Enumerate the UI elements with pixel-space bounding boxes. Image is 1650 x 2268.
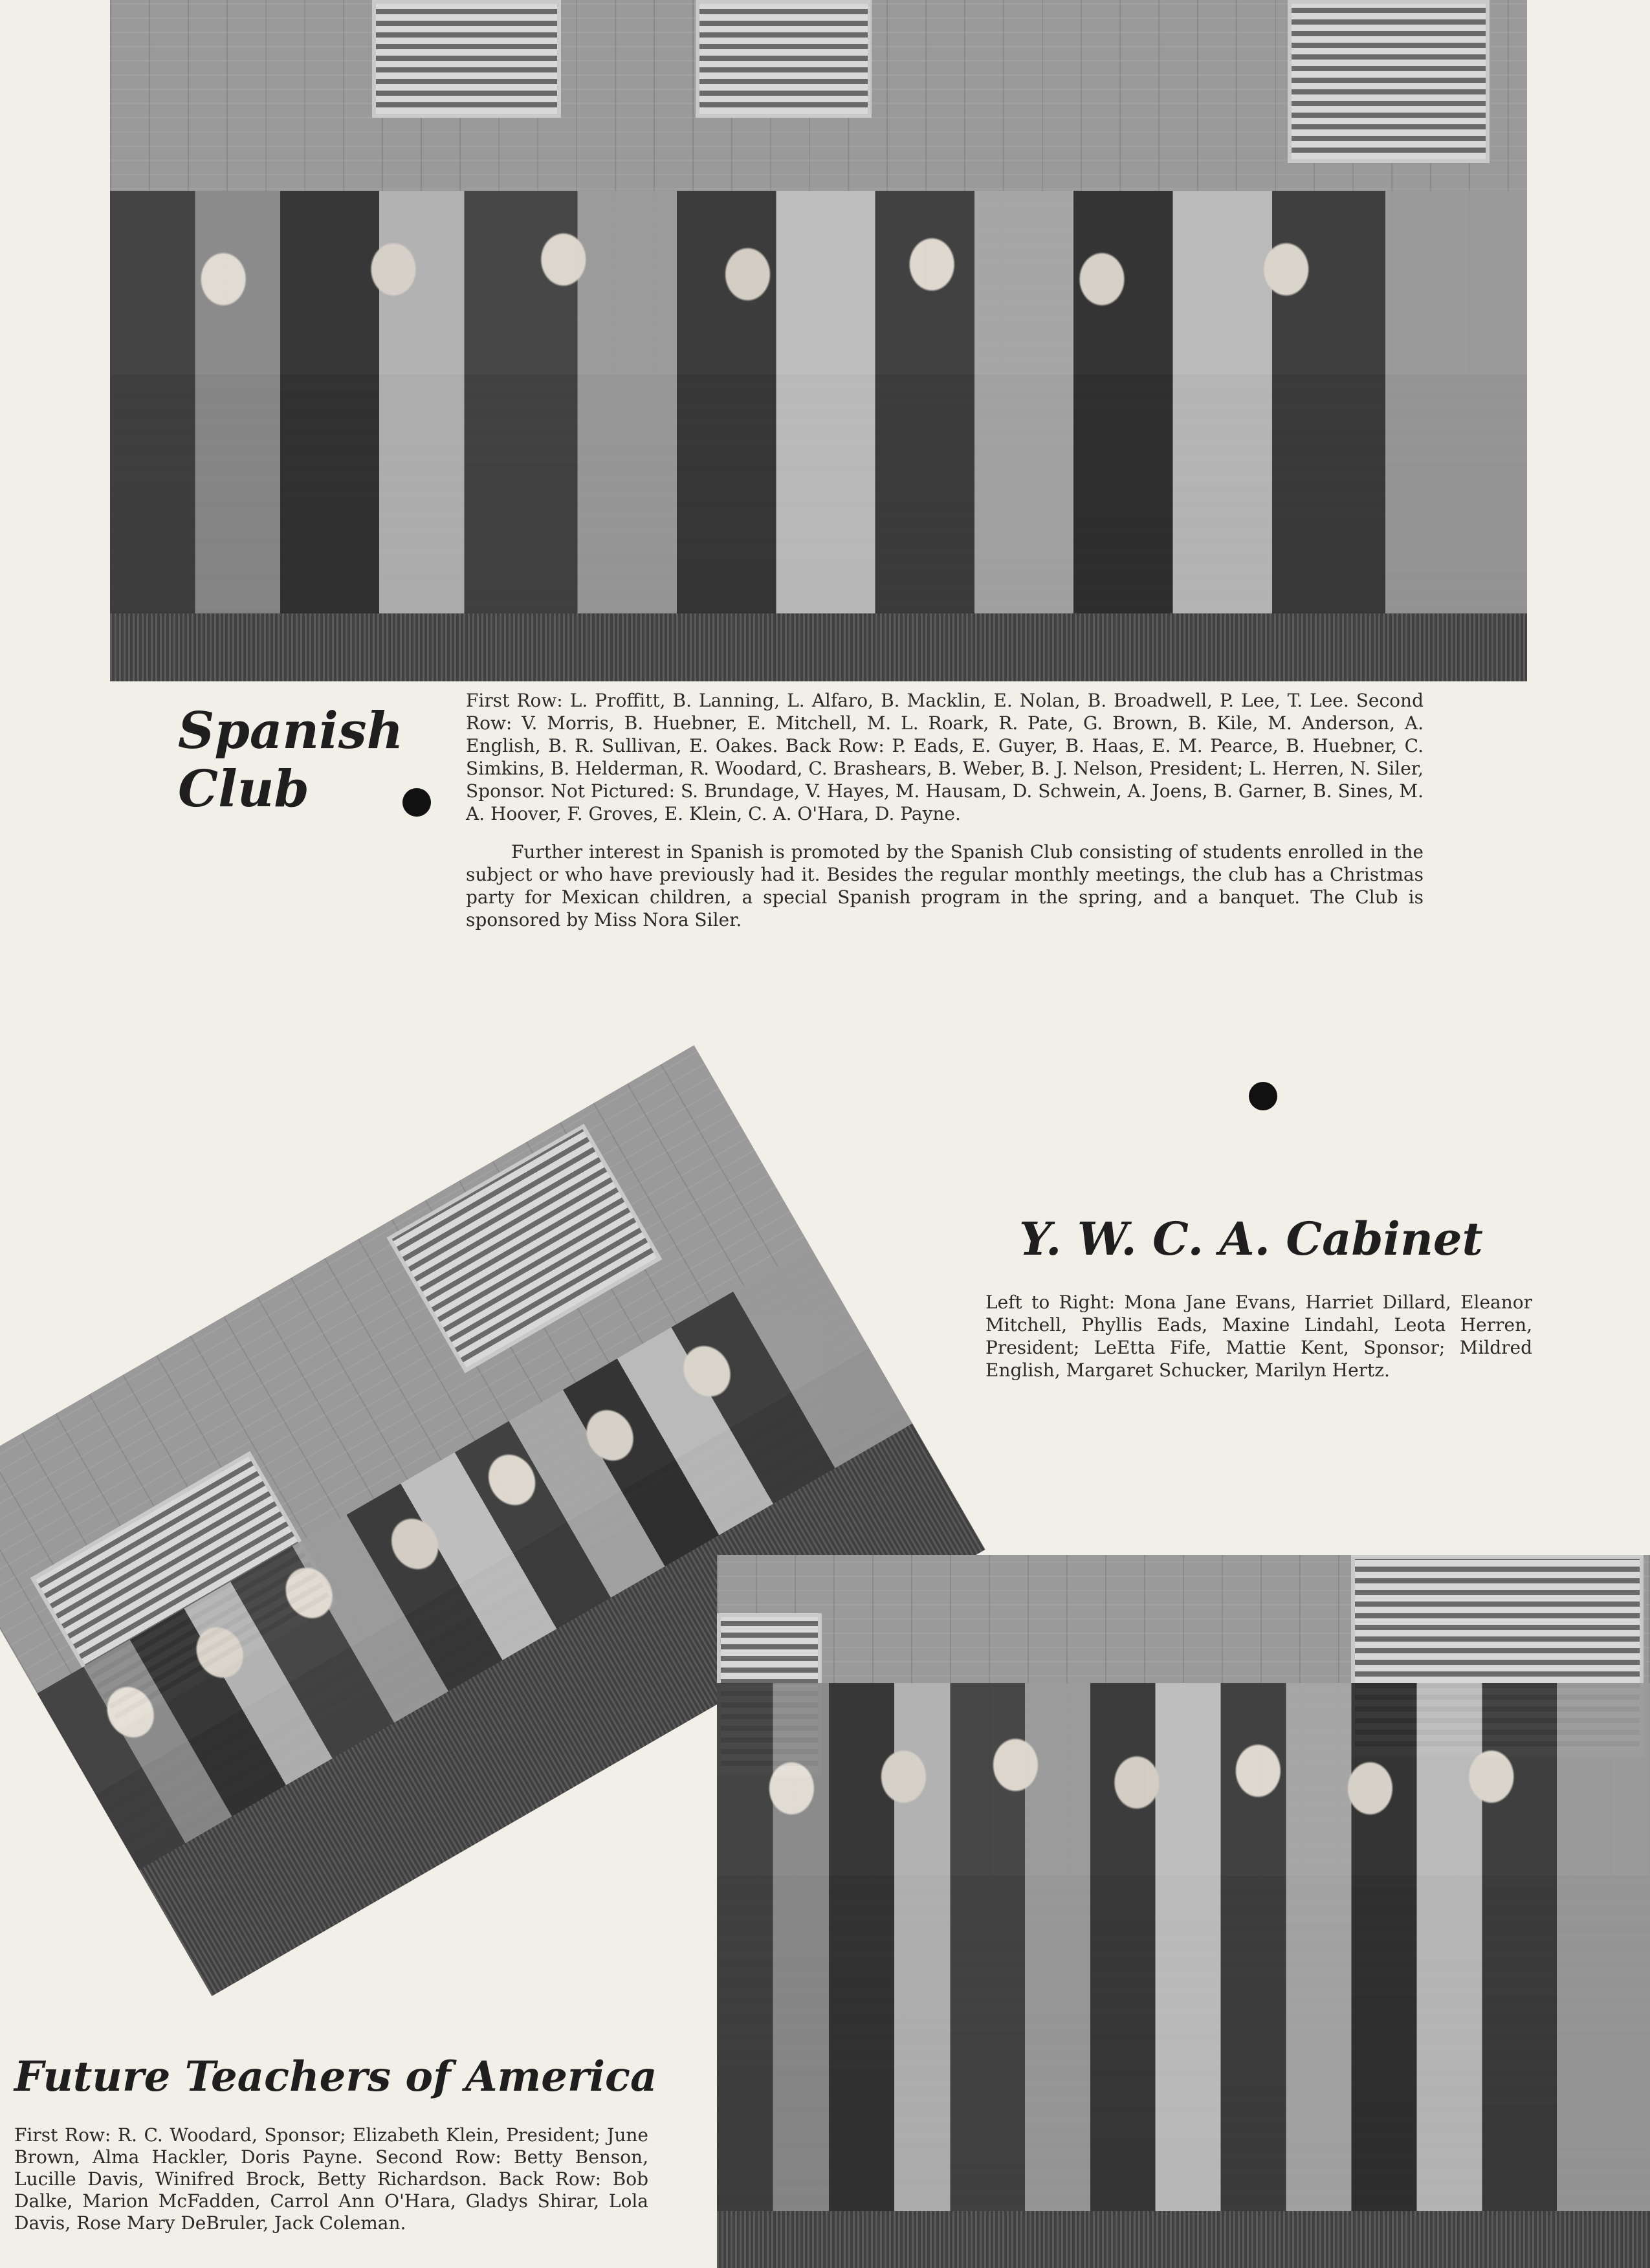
fta-title: Future Teachers of America	[14, 2053, 657, 2101]
fta-photo	[717, 1555, 1650, 2268]
ywca-caption: Left to Right: Mona Jane Evans, Harriet Dillard, Eleanor Mitchell, Phyllis Eads, Maxine Lindahl, Leota Herren, President; LeEtta Fife, Mattie Kent, Sponsor; Mildred English, Margaret Schucker, Marilyn Hertz.	[985, 1292, 1532, 1381]
spanish-club-title-line1: Spanish	[178, 701, 404, 760]
spanish-club-description: Further interest in Spanish is promoted by the Spanish Club consisting of students enrolled in the subject or who have previously had it. Besides the regular monthly meetings, the club has a Christmas party for Mexican children, a special Spanish program in the spring, and a banquet. The Club is sponsored by Miss Nora Siler.	[466, 841, 1424, 930]
spanish-club-roster: First Row: L. Proffitt, B. Lanning, L. Alfaro, B. Macklin, E. Nolan, B. Broadwell, P. Lee, T. Lee. Second Row: V. Morris, B. Huebner, E. Mitchell, M. L. Roark, R. Pate, G. Brown, B. Kile, M. Anderson, A. English, B. R. Sullivan, E. Oakes. Back Row: P. Eads, E. Guyer, B. Haas, E. M. Pearce, B. Huebner, C. Simkins, B. Helderman, R. Woodard, C. Brashears, B. Weber, B. J. Nelson, President; L. Herren, N. Siler, Sponsor. Not Pictured: S. Brundage, V. Hayes, M. Hausam, D. Schwein, A. Joens, B. Garner, B. Sines, M. A. Hoover, F. Groves, E. Klein, C. A. O'Hara, D. Payne.	[466, 690, 1424, 824]
lawn	[110, 613, 1527, 681]
window	[1288, 0, 1490, 163]
spanish-club-caption	[466, 689, 1424, 931]
lawn	[717, 2211, 1650, 2268]
bullet-dot	[402, 788, 431, 817]
spanish-club-title-line2: Club	[178, 760, 309, 819]
fta-members-group	[717, 1683, 1650, 2268]
spanish-club-title	[178, 702, 403, 819]
spanish-club-photo	[110, 0, 1527, 681]
ywca-title: Y. W. C. A. Cabinet	[1019, 1212, 1483, 1266]
window	[696, 0, 872, 118]
window	[372, 0, 561, 118]
club-members-group	[110, 191, 1527, 681]
fta-caption: First Row: R. C. Woodard, Sponsor; Elizabeth Klein, President; June Brown, Alma Hackler, Doris Payne. Second Row: Betty Benson, Lucille Davis, Winifred Brock, Betty Richardson. Back Row: Bob Dalke, Marion McFadden, Carrol Ann O'Hara, Gladys Shirar, Lola Davis, Rose Mary DeBruler, Jack Coleman.	[14, 2124, 648, 2234]
bullet-dot	[1249, 1082, 1277, 1110]
